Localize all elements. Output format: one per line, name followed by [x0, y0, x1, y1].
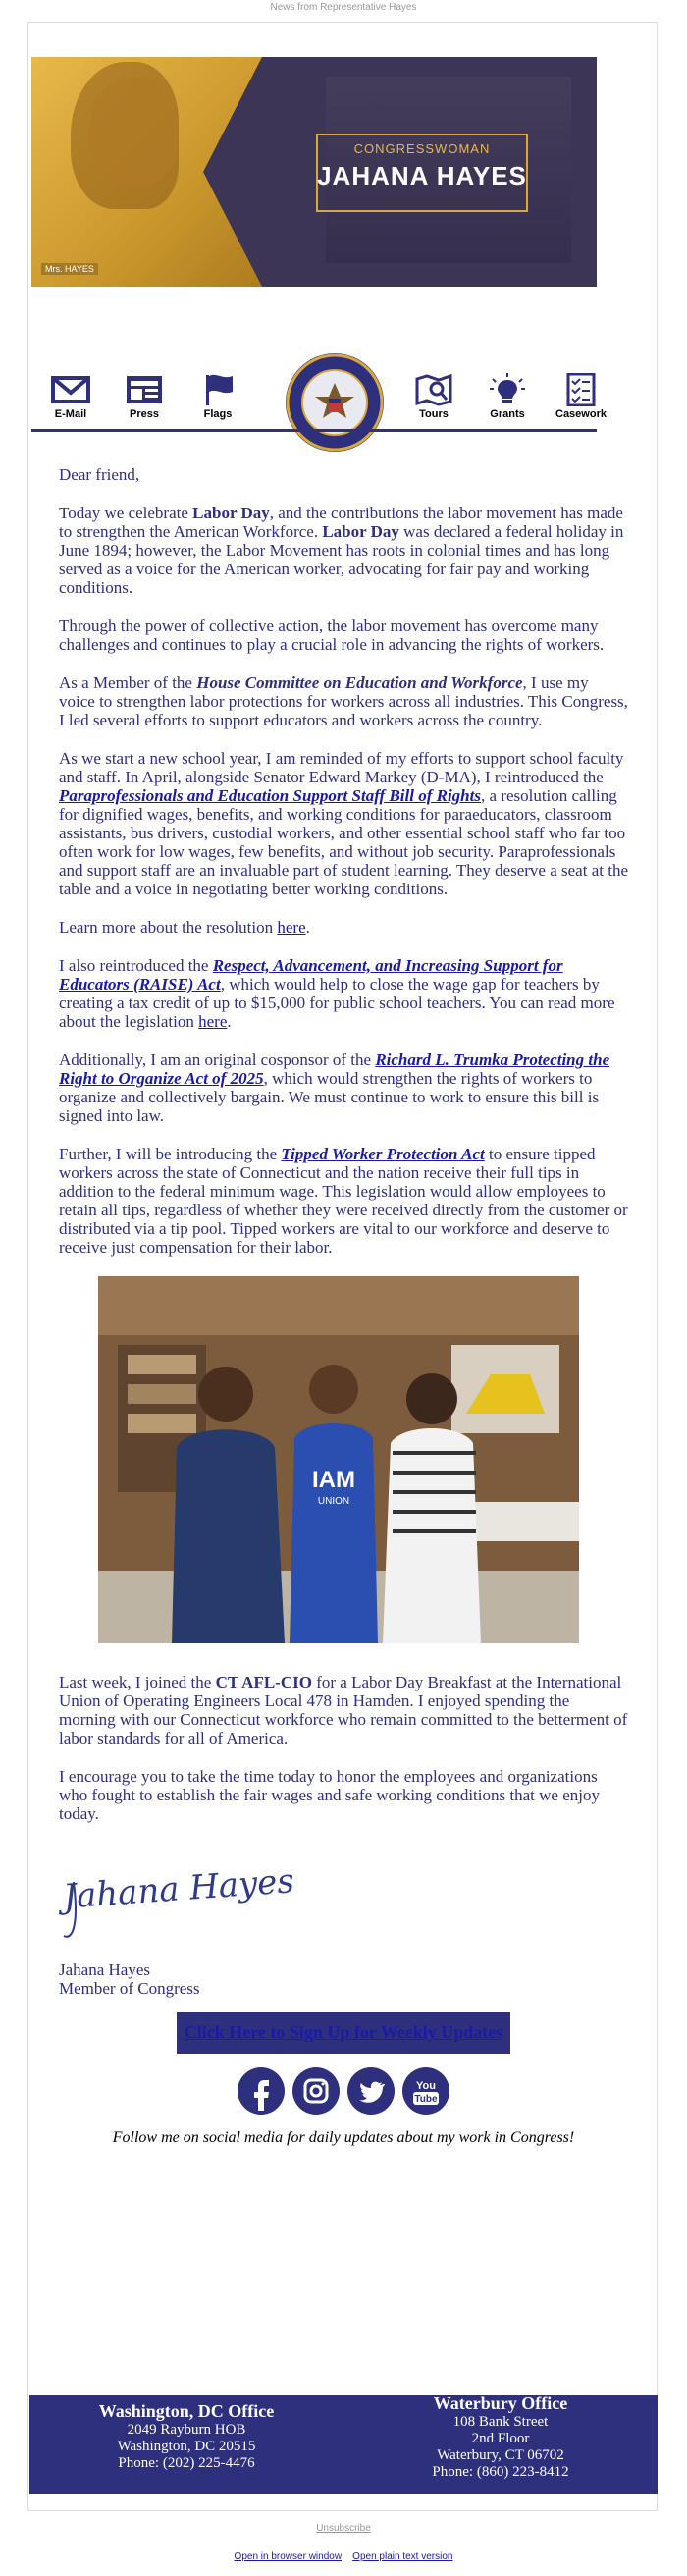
unsubscribe-link[interactable]: Unsubscribe — [316, 2523, 371, 2534]
svg-text:Jahana Hayes: Jahana Hayes — [62, 1861, 296, 1917]
twitter-link[interactable] — [347, 2067, 395, 2119]
signature-image — [59, 1843, 628, 1951]
facebook-icon — [238, 2067, 285, 2115]
nav-divider — [31, 429, 597, 432]
hero-name: JAHANA HAYES — [317, 161, 527, 190]
raise-act-link[interactable]: Respect, Advancement, and Increasing Support for Educators (RAISE) Act — [59, 956, 563, 993]
tipped-worker-act-link[interactable]: Tipped Worker Protection Act — [281, 1145, 485, 1163]
follow-text: Follow me on social media for daily updates about my work in Congress! — [112, 2129, 575, 2146]
instagram-link[interactable] — [292, 2067, 340, 2119]
house-seal-icon — [286, 353, 384, 452]
photo-illustration — [98, 1276, 579, 1643]
facebook-link[interactable] — [238, 2067, 285, 2119]
open-plain-text-link[interactable]: Open plain text version — [352, 2551, 453, 2562]
waterbury-office: Waterbury Office 108 Bank Street 2nd Floor Waterbury, CT 06702 Phone: (860) 223-8412 — [432, 2393, 569, 2480]
twitter-icon — [347, 2067, 395, 2115]
paragraph-10: I encourage you to take the time today to honor the employees and organizations who fought to establish the fair wages and safe working conditions that we enjoy today. — [59, 1767, 600, 1823]
press-icon — [124, 373, 165, 406]
paragraph-3: As a Member of the House Committee on Education and Workforce, I use my voice to strengthen labor protections for workers across all industries. This Congress, I led several efforts to support educators and workers across the country. — [59, 673, 628, 729]
paragraph-1: Today we celebrate Labor Day, and the contributions the labor movement has made to strengthen the American Workforce. Labor Day was declared a federal holiday in June 1894; however, the Labor Movement has roots in colonial times and has long served as a voice for the American worker, advocating for fair pay and working conditions. — [59, 504, 624, 597]
signer-title: Member of Congress — [59, 1979, 200, 1998]
social-links — [59, 2067, 628, 2119]
svg-text:Tube: Tube — [414, 2094, 438, 2105]
nav-tours[interactable]: Tours — [404, 373, 463, 420]
shirt-subtext: UNION — [317, 1496, 350, 1507]
shirt-text: IAM — [312, 1467, 355, 1493]
name-plate: Mrs. HAYES — [41, 263, 98, 275]
nav-flags[interactable]: Flags — [188, 373, 247, 420]
paragraph-7: Additionally, I am an original cosponsor of the Richard L. Trumka Protecting the Right to Organize Act of 2025, which would strengthen the rights of workers to organize and collectively bargain. We must continue to work to ensure this bill is signed into law. — [59, 1050, 610, 1125]
nav-casework[interactable]: Casework — [552, 373, 610, 420]
youtube-icon — [402, 2067, 449, 2115]
nav-email[interactable]: E-Mail — [41, 373, 100, 420]
grants-icon — [487, 373, 528, 406]
preheader: News from Representative Hayes — [270, 2, 417, 13]
casework-icon — [560, 373, 602, 406]
nav-press[interactable]: Press — [115, 373, 174, 420]
instagram-icon — [292, 2067, 340, 2115]
tours-icon — [413, 373, 454, 406]
signer-name: Jahana Hayes — [59, 1960, 150, 1979]
paragraph-2: Through the power of collective action, the labor movement has overcome many challenges and continues to play a crucial role in advancing the rights of workers. — [59, 617, 605, 654]
email-footer — [0, 2523, 687, 2562]
paragraph-5: Learn more about the resolution here. — [59, 918, 310, 937]
offices-footer — [29, 2395, 658, 2494]
hero-kicker: CONGRESSWOMAN — [353, 141, 491, 156]
youtube-link[interactable] — [402, 2067, 449, 2119]
paragraph-6: I also reintroduced the Respect, Advancement, and Increasing Support for Educators (RAISE) Act, which would help to close the wage gap for teachers by creating a tax credit of up to $15,000 for public school teachers. You can read more about the legislation here. — [59, 956, 615, 1031]
pro-act-link[interactable]: Richard L. Trumka Protecting the Right to Organize Act of 2025 — [59, 1050, 610, 1088]
labor-day-photo — [98, 1276, 579, 1643]
paragraph-9: Last week, I joined the CT AFL-CIO for a Labor Day Breakfast at the International Union of Operating Engineers Local 478 in Hamden. I enjoyed spending the morning with our Connecticut workforce who remain committed to the betterment of labor standards for all of America. — [59, 1673, 628, 1747]
hero-banner — [31, 57, 597, 287]
icon-nav — [31, 353, 607, 434]
nav-grants[interactable]: Grants — [478, 373, 537, 420]
svg-text:You: You — [416, 2080, 437, 2092]
house-seal — [286, 353, 384, 452]
greeting: Dear friend, — [59, 465, 140, 484]
open-browser-link[interactable]: Open in browser window — [234, 2551, 343, 2562]
flag-icon — [197, 373, 238, 406]
letter-body — [59, 465, 628, 2147]
resolution-here-link[interactable]: here — [277, 918, 306, 937]
paragraph-8: Further, I will be introducing the Tipped Worker Protection Act to ensure tipped workers across the state of Connecticut and the nation receive their full tips in addition to the federal minimum wage. This legislation would allow employees to retain all tips, regardless of whether they were received directly from the customer or distributed via a tip pool. Tipped workers are vital to our workforce and deserve to receive just compensation for their labor. — [59, 1145, 628, 1257]
signature — [59, 1843, 314, 1951]
legislation-here-link[interactable]: here — [198, 1012, 228, 1031]
weekly-updates-button[interactable]: Click Here to Sign Up for Weekly Updates — [177, 2012, 511, 2054]
dc-office: Washington, DC Office 2049 Rayburn HOB Washington, DC 20515 Phone: (202) 225-4476 — [98, 2401, 275, 2471]
email-icon — [50, 373, 91, 406]
paragraph-4: As we start a new school year, I am reminded of my efforts to support school faculty and staff. In April, alongside Senator Edward Markey (D-MA), I reintroduced the Paraprofessionals and Education Support Staff Bill of Rights, a resolution calling for dignified wages, benefits, and working conditions for paraeducators, classroom assistants, bus drivers, custodial workers, and other essential school staff who far too often work for low wages, few benefits, and without job security. Paraprofessionals and support staff are an invaluable part of student learning. They deserve a seat at the table and a voice in negotiating better working conditions. — [59, 749, 628, 898]
bill-of-rights-link[interactable]: Paraprofessionals and Education Support Staff Bill of Rights — [59, 786, 481, 805]
